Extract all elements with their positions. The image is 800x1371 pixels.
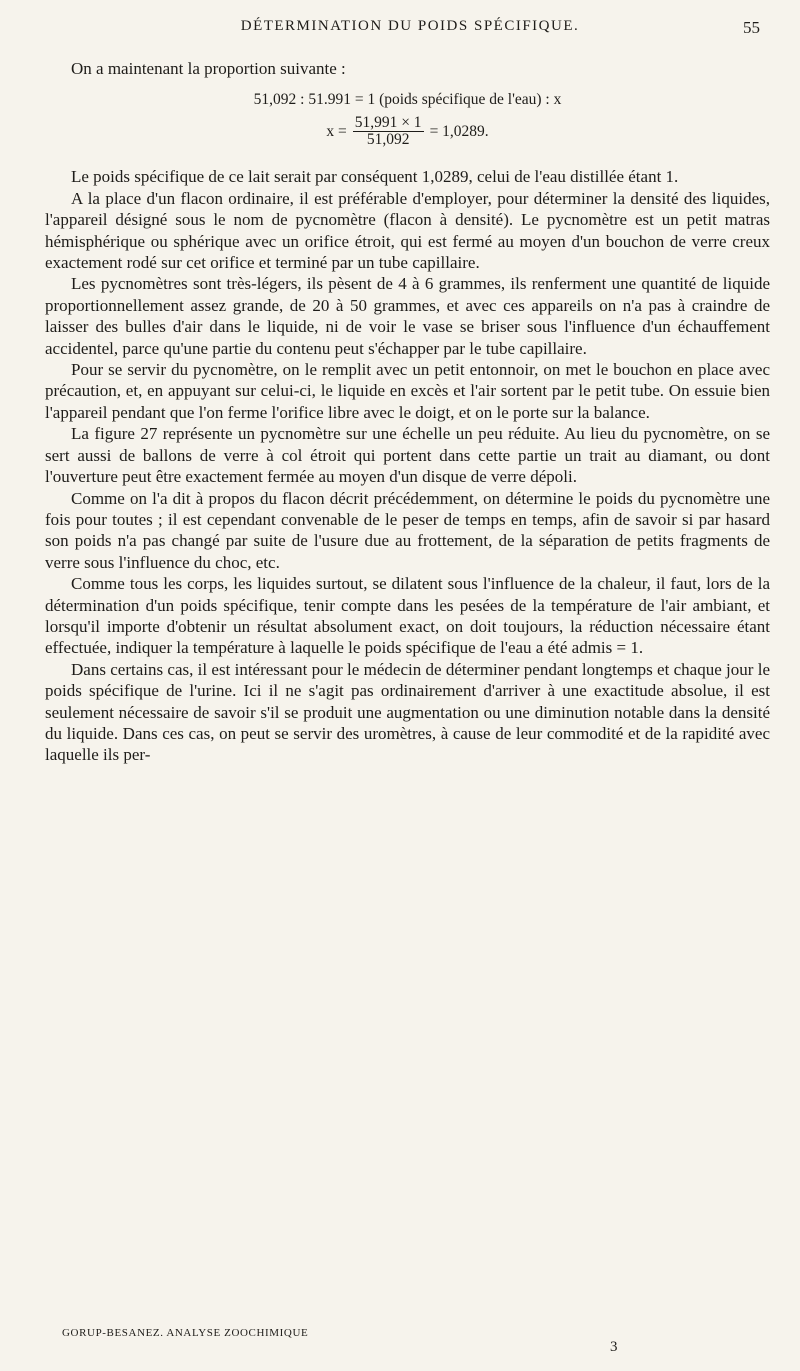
signature-mark: 3 <box>610 1339 618 1355</box>
paragraph: Comme tous les corps, les liquides surtout, se dilatent sous l'influence de la chaleur, il faut, lors de la détermination d'un poids spécifique, tenir compte dans les pesées de la température de l'air ambiant, et lorsqu'il importe d'obtenir un résultat absolument exact, on doit toujours, la réduction nécessaire étant effectuée, indiquer la température à laquelle le poids spécifique de l'eau a été admis = 1. <box>45 574 770 658</box>
body-text <box>45 58 770 766</box>
paragraph: Comme on l'a dit à propos du flacon décrit précédemment, on détermine le poids du pycnomètre une fois pour toutes ; il est cependant convenable de le peser de temps en temps, afin de savoir si par hasard son poids n'a pas changé par suite de l'usure due au frottement, de la séparation de petits fragments de verre sous l'influence du choc, etc. <box>45 488 770 572</box>
page-number: 55 <box>743 18 760 37</box>
paragraph: A la place d'un flacon ordinaire, il est préférable d'employer, pour déterminer la densité des liquides, l'appareil désigné sous le nom de pycnomètre (flacon à densité). Le pycnomètre est un petit matras hémisphérique ou sphérique avec un orifice étroit, qui est fermé au moyen d'un bouchon de verre creux exactement rodé sur cet orifice et terminé par un tube capillaire. <box>45 188 770 273</box>
formula-fraction <box>353 115 424 148</box>
paragraph: Pour se servir du pycnomètre, on le remplit avec un petit entonnoir, on met le bouchon en place avec précaution, et, en appuyant sur celui-ci, le liquide en excès et l'air sortent par le petit tube. On essuie bien l'appareil pendant que l'on ferme l'orifice libre avec le doigt, et on le porte sur la balance. <box>45 360 770 422</box>
page-footer <box>62 1327 770 1355</box>
formula-denominator: 51,092 <box>366 131 410 149</box>
paragraph: La figure 27 représente un pycnomètre sur une échelle un peu réduite. Au lieu du pycnomètre, on se sert aussi de ballons de verre à col étroit qui portent dans cette partie un trait au diamant, ou dont l'ouverture peut être exactement fermée au moyen d'un disque de verre dépoli. <box>45 424 770 487</box>
formula-result: = 1,0289. <box>429 123 489 141</box>
intro-line: On a maintenant la proportion suivante : <box>71 59 346 78</box>
formula-numerator: 51,991 × 1 <box>354 114 422 132</box>
running-head <box>60 18 760 42</box>
paragraph: Le poids spécifique de ce lait serait par conséquent 1,0289, celui de l'eau distillée étant 1. <box>71 167 679 187</box>
fraction-formula <box>45 115 770 148</box>
proportion-formula: 51,092 : 51.991 = 1 (poids spécifique de l'eau) : x <box>253 91 562 109</box>
running-title: DÉTERMINATION DU POIDS SPÉCIFIQUE. <box>240 18 580 34</box>
paragraph: Dans certains cas, il est intéressant pour le médecin de déterminer pendant longtemps et chaque jour le poids spécifique de l'urine. Ici il ne s'agit pas ordinairement d'arriver à une exactitude absolue, il est seulement nécessaire de savoir s'il se produit une augmentation ou une diminution notable dans la densité du liquide. Dans ces cas, on peut se servir des uromètres, à cause de leur commodité et de la rapidité avec laquelle ils per- <box>45 659 770 765</box>
footer-text: GORUP-BESANEZ. ANALYSE ZOOCHIMIQUE <box>62 1327 309 1339</box>
formula-lhs: x = <box>326 123 347 141</box>
paragraph: Les pycnomètres sont très-légers, ils pèsent de 4 à 6 grammes, ils renferment une quantité de liquide proportionnellement assez grande, de 20 à 50 grammes, et avec ces appareils on n'a pas à craindre de laisser des bulles d'air dans le liquide, ni de voir le vase se briser sous l'influence d'un échauffement accidentel, parce qu'une partie du contenu peut s'échapper par le tube capillaire. <box>45 274 770 358</box>
